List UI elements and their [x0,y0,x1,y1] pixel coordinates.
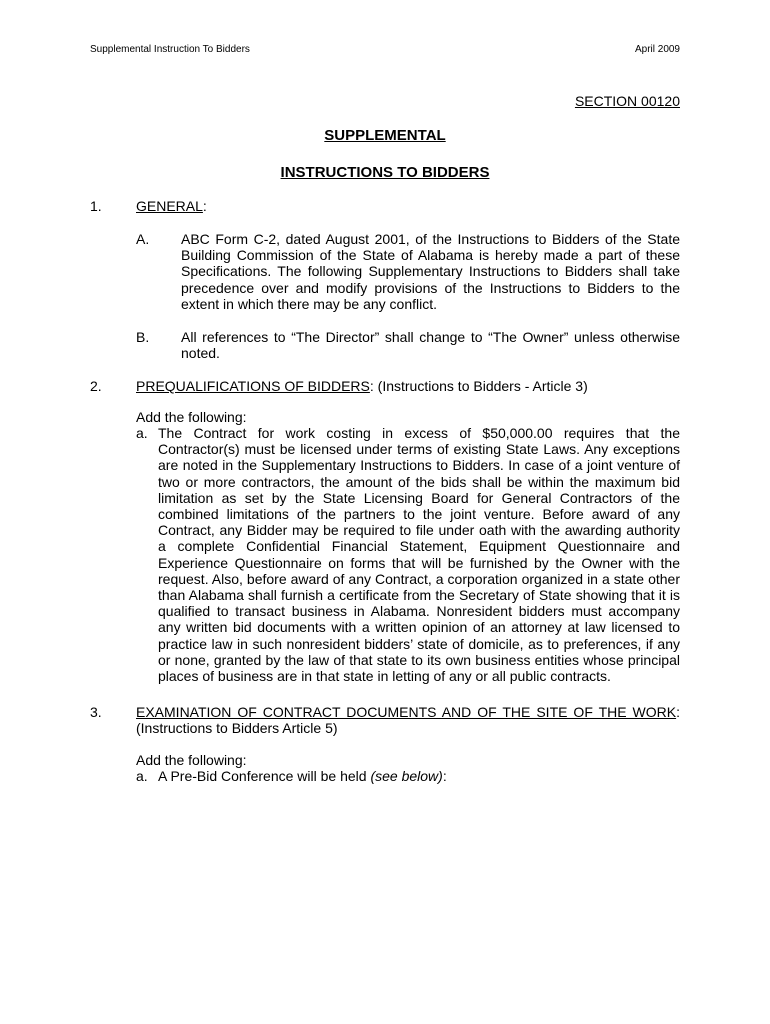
section-3-heading-suffix: : [676,704,680,720]
running-header-date: April 2009 [634,44,680,55]
section-3-add-following: Add the following: [136,752,247,768]
section-2a-label: a. [136,425,148,441]
section-number: SECTION 00120 [574,93,680,109]
section-3a-text [158,768,447,784]
section-1a-label: A. [136,231,150,247]
section-2-heading [136,378,588,394]
section-1-number: 1. [90,198,102,214]
section-3a-text-main: A Pre-Bid Conference will be held [158,768,367,784]
section-3a-label: a. [136,768,148,784]
section-3-article-ref: (Instructions to Bidders Article 5) [136,720,338,736]
section-3-heading-text: EXAMINATION OF CONTRACT DOCUMENTS AND OF THE SITE OF THE WORK [136,704,677,720]
section-1-heading [136,198,207,214]
section-2a-text: The Contract for work costing in excess of $50,000.00 requires that the Contractor(s) must be licensed under terms of existing State Laws. Any exceptions are noted in the Supplementary Instructions to Bidders. In case of a joint venture of two or more contractors, the amount of the bids shall be within the maximum bid limitation as set by the State Licensing Board for General Contractors of the combined limitations of the partners to the joint venture. Before award of any Contract, any Bidder may be required to file under oath with the awarding authority a complete Confidential Financial Statement, Equipment Questionnaire and Experience Questionnaire on forms that will be furnished by the Owner with the request. Also, before award of any Contract, a corporation organized in a state other than Alabama shall furnish a certificate from the Secretary of State showing that it is qualified to transact business in Alabama. Nonresident bidders must accompany any written bid documents with a written opinion of an attorney at law licensed to practice law in such nonresident bidders’ state of domicile, as to preferences, if any or none, granted by the law of that state to its own business entities whose principal places of business are in that state in letting of any or all public contracts. [158,425,680,685]
section-3-number: 3. [90,704,102,720]
section-1-heading-suffix: : [202,198,207,214]
section-2-number: 2. [90,378,102,394]
page-title-line2: INSTRUCTIONS TO BIDDERS [280,164,490,181]
section-3a-text-italic: (see below) [370,768,443,784]
section-1a-text: ABC Form C-2, dated August 2001, of the Instructions to Bidders of the State Building Commission of the State of Alabama is hereby made a part of these Specifications. The following Supplementary Instructions to Bidders shall take precedence over and modify provisions of the Instructions to Bidders to the extent in which there may be any conflict. [181,231,680,312]
section-2-heading-text: PREQUALIFICATIONS OF BIDDERS [136,378,370,394]
page-title-line1: SUPPLEMENTAL [324,127,446,144]
section-3-heading [136,704,680,720]
section-1b-label: B. [136,329,150,345]
section-3a-text-tail: : [442,768,447,784]
section-2-add-following: Add the following: [136,409,247,425]
section-2-heading-suffix: : (Instructions to Bidders - Article 3) [369,378,588,394]
section-1-heading-text: GENERAL [136,198,203,214]
section-1b-text: All references to “The Director” shall change to “The Owner” unless otherwise noted. [181,329,680,362]
running-header-title: Supplemental Instruction To Bidders [90,44,250,55]
